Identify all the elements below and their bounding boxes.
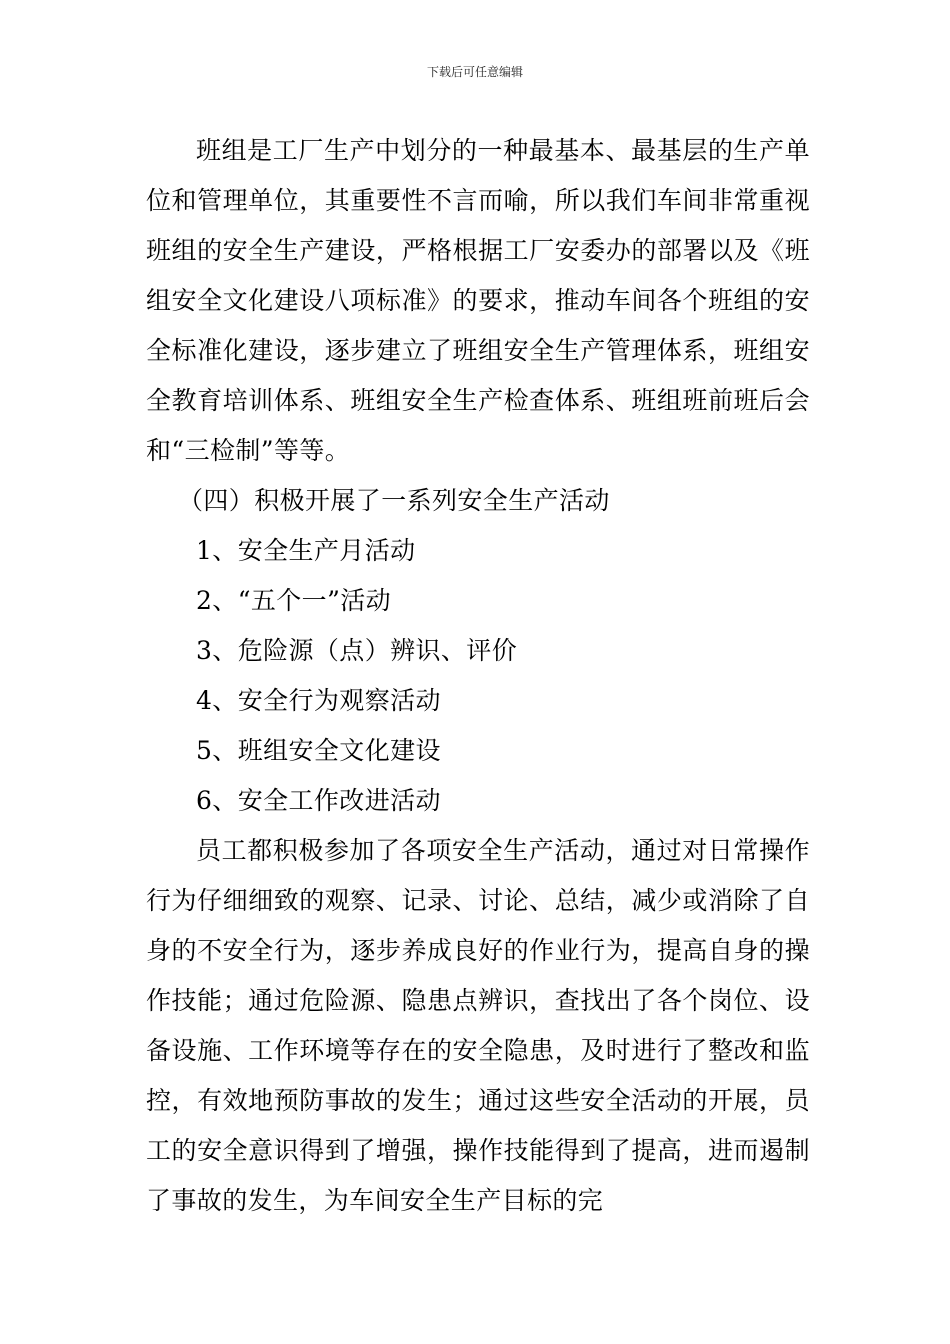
paragraph-team-safety: 班组是工厂生产中划分的一种最基本、最基层的生产单位和管理单位，其重要性不言而喻，所以我们车间非常重视班组的安全生产建设，严格根据工厂安委办的部署以及《班组安全文化建设八项标准》的要求，推动车间各个班组的安全标准化建设，逐步建立了班组安全生产管理体系，班组安全教育培训体系、班组安全生产检查体系、班组班前班后会和“三检制”等等。	[146, 136, 810, 465]
list-item: 1、安全生产月活动	[196, 536, 416, 565]
list-item: 6、安全工作改进活动	[196, 786, 441, 815]
page-header: 下载后可任意编辑	[426, 65, 523, 79]
list-item: 4、安全行为观察活动	[196, 686, 441, 715]
paragraph-employee-activities: 员工都积极参加了各项安全生产活动，通过对日常操作行为仔细细致的观察、记录、讨论、总结，减少或消除了自身的不安全行为，逐步养成良好的作业行为，提高自身的操作技能；通过危险源、隐患点辨识，查找出了各个岗位、设备设施、工作环境等存在的安全隐患，及时进行了整改和监控，有效地预防事故的发生；通过这些安全活动的开展，员工的安全意识得到了增强，操作技能得到了提高，进而遏制了事故的发生，为车间安全生产目标的完	[146, 836, 810, 1215]
list-item: 3、危险源（点）辨识、评价	[196, 636, 518, 665]
section-heading: （四）积极开展了一系列安全生产活动	[178, 486, 610, 515]
list-item: 2、“五个一”活动	[196, 586, 392, 615]
list-item: 5、班组安全文化建设	[196, 736, 441, 765]
document-body	[146, 126, 810, 1226]
